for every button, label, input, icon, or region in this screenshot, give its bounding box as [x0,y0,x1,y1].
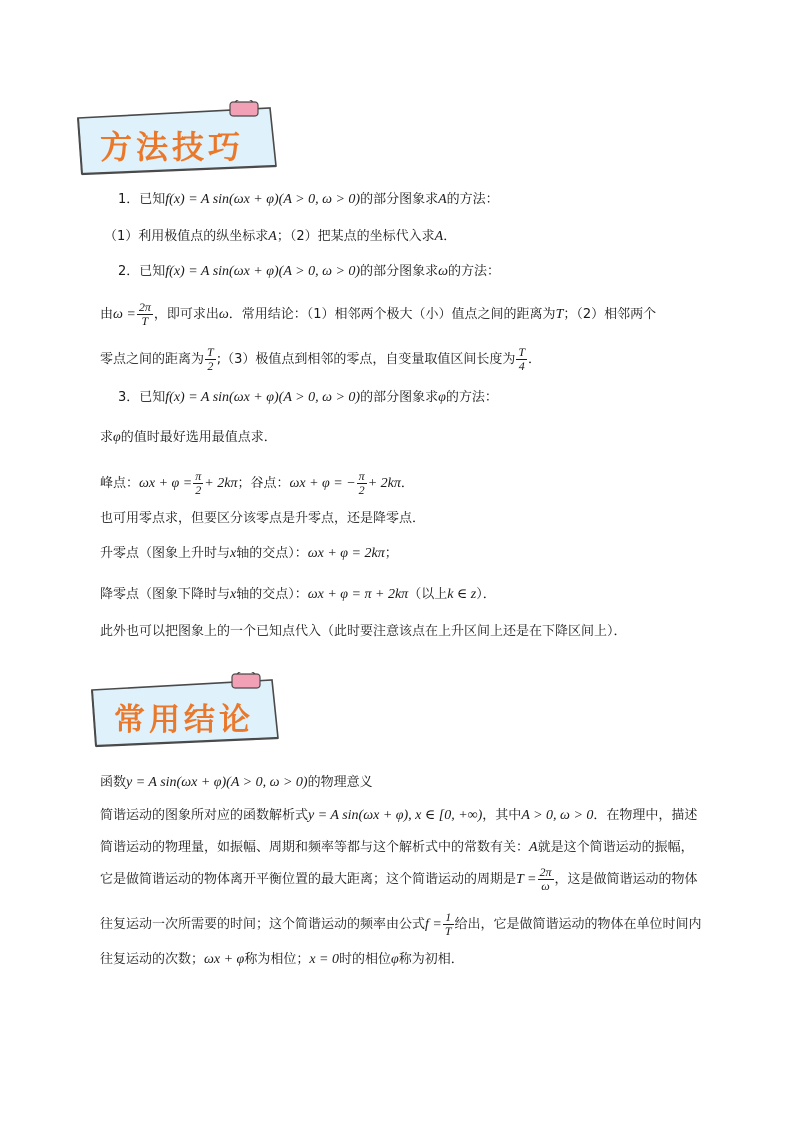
method-line-4: 由ω = $\frac{2\pi}{T}$ ，即可求出ω．常用结论：（1）相邻两个极大（小）值点之间的距离为T；（2）相邻两个 [100,300,657,328]
conclusion-line-3: 简谐运动的物理量，如振幅、周期和频率等都与这个解析式中的常数有关：A就是这个简谐运动的振幅， [100,840,694,855]
method-line-11: 降零点（图象下降时与x轴的交点）：ωx + φ = π + 2kπ（以上k ∈ z）． [100,587,496,602]
method-line-8: 峰点：ωx + φ = $\frac{\pi}{2}$ + 2kπ；谷点：ωx + φ = − $\frac{\pi}{2}$ + 2kπ． [100,469,414,497]
section-badge-conclusions [86,672,286,752]
conclusion-line-4: 它是做简谐运动的物体离开平衡位置的最大距离；这个简谐运动的周期是T = $\frac{2\pi}{\omega}$ ，这是做简谐运动的物体 [100,865,698,893]
conclusion-line-1: 函数y = A sin(ωx + φ)(A > 0, ω > 0)的物理意义 [100,775,373,790]
fraction: $\frac{\pi}{2}$ [358,469,365,497]
conclusion-line-6: 往复运动的次数；ωx + φ称为相位；x = 0时的相位φ称为初相． [100,952,464,967]
fraction: $\frac{1}{T}$ [444,910,452,938]
fraction: $\frac{T}{2}$ [207,345,214,373]
method-line-10: 升零点（图象上升时与x轴的交点）：ωx + φ = 2kπ； [100,546,398,561]
method-line-12: 此外也可以把图象上的一个已知点代入（此时要注意该点在上升区间上还是在下降区间上）． [100,624,627,639]
method-line-2: （1）利用极值点的纵坐标求A；（2）把某点的坐标代入求A． [104,229,457,244]
binder-clip-icon [232,672,260,688]
fraction: $\frac{T}{4}$ [518,345,526,373]
section-badge-methods [72,100,284,180]
method-line-6: 3．已知f(x) = A sin(ωx + φ)(A > 0, ω > 0)的部分图象求φ的方法： [118,390,498,405]
section-title: 方法技巧 [100,128,245,166]
method-line-7: 求φ的值时最好选用最值点求． [100,430,277,445]
fraction: $\frac{2\pi}{\omega}$ [539,865,552,893]
fraction: $\frac{2\pi}{T}$ [138,300,151,328]
section-title: 常用结论 [114,702,254,738]
method-line-1: 1．已知f(x) = A sin(ωx + φ)(A > 0, ω > 0)的部分图象求A的方法： [118,192,499,207]
conclusion-line-5: 往复运动一次所需要的时间；这个简谐运动的频率由公式f = $\frac{1}{T}$ 给出，它是做简谐运动的物体在单位时间内 [100,910,702,938]
method-line-5: 零点之间的距离为 $\frac{T}{2}$ ;（3）极值点到相邻的零点，自变量取值区间长度为 $\frac{T}{4}$ ． [100,345,542,373]
binder-clip-icon [230,100,258,116]
method-line-3: 2．已知f(x) = A sin(ωx + φ)(A > 0, ω > 0)的部分图象求ω的方法： [118,264,500,279]
fraction: $\frac{\pi}{2}$ [195,469,202,497]
conclusion-line-2: 简谐运动的图象所对应的函数解析式y = A sin(ωx + φ), x ∈ [0, +∞)，其中A > 0, ω > 0．在物理中，描述 [100,808,698,823]
method-line-9: 也可用零点求，但要区分该零点是升零点，还是降零点． [100,511,426,526]
